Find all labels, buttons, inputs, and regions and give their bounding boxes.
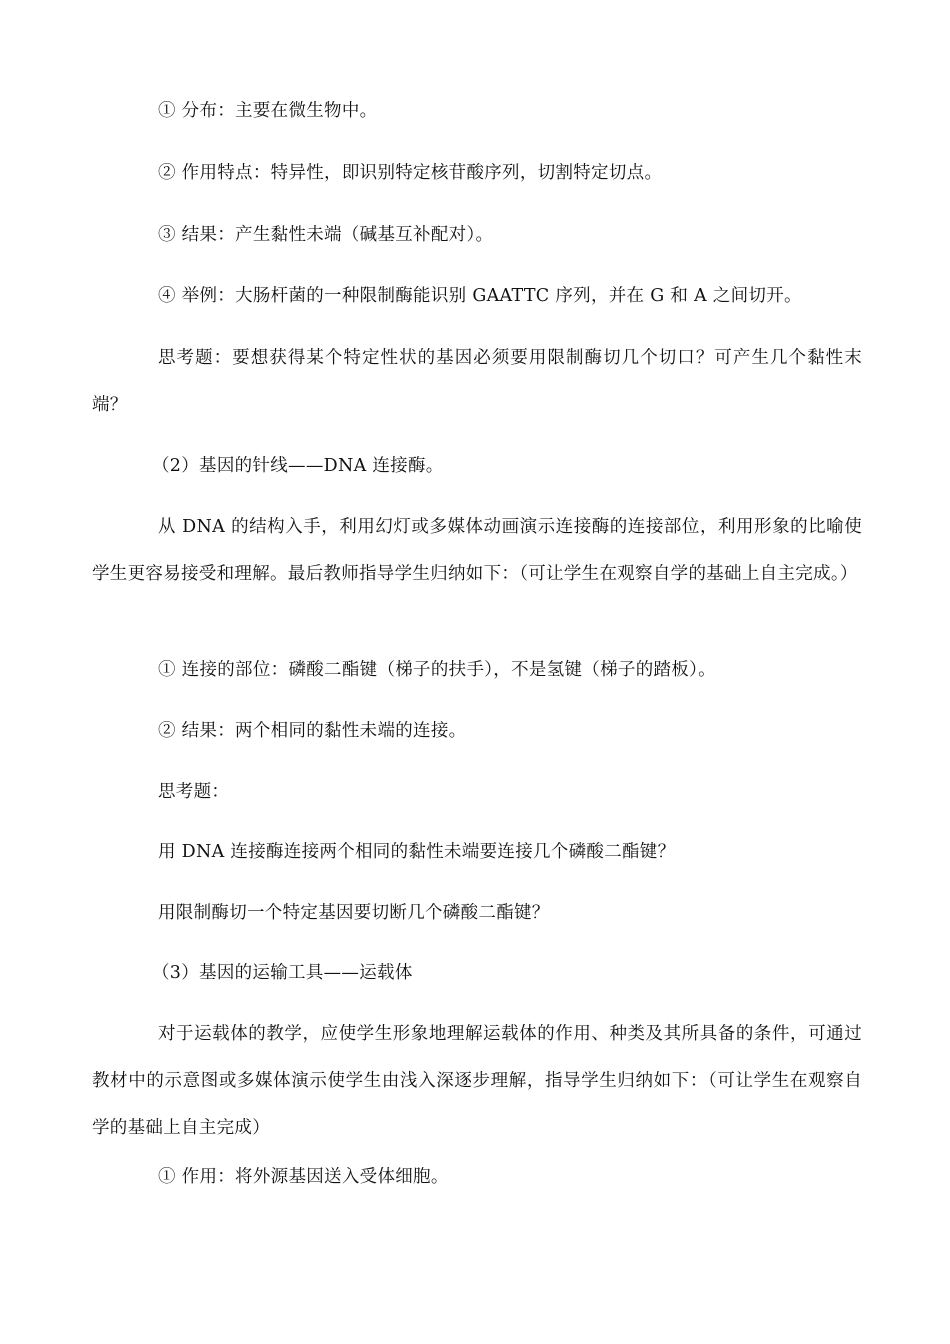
paragraph-ligase-intro: 从 DNA 的结构入手，利用幻灯或多媒体动画演示连接酶的连接部位，利用形象的比喻使学生更容易接受和理解。最后教师指导学生归纳如下：（可让学生在观察自学的基础上自主完成。）: [92, 517, 862, 584]
paragraph-question-3: 用限制酶切一个特定基因要切断几个磷酸二酯键？: [158, 903, 550, 923]
paragraph-example: ④ 举例：大肠杆菌的一种限制酶能识别 GAATTC 序列，并在 G 和 A 之间切开。: [158, 286, 802, 306]
section-heading-vector: （3）基因的运输工具——运载体: [152, 963, 413, 983]
paragraph-question-1: 思考题：要想获得某个特定性状的基因必须要用限制酶切几个切口？可产生几个黏性末端？: [92, 348, 862, 415]
paragraph-ligase-site: ① 连接的部位：磷酸二酯键（梯子的扶手），不是氢键（梯子的踏板）。: [158, 660, 716, 680]
paragraph-result: ③ 结果：产生黏性未端（碱基互补配对）。: [158, 225, 494, 245]
section-heading-ligase: （2）基因的针线——DNA 连接酶。: [152, 456, 444, 476]
paragraph-question-label: 思考题：: [158, 782, 230, 802]
paragraph-ligase-result: ② 结果：两个相同的黏性未端的连接。: [158, 721, 467, 741]
paragraph-distribution: ① 分布：主要在微生物中。: [158, 101, 378, 121]
paragraph-question-2: 用 DNA 连接酶连接两个相同的黏性未端要连接几个磷酸二酯键？: [158, 842, 676, 862]
paragraph-vector-function: ① 作用：将外源基因送入受体细胞。: [158, 1167, 449, 1187]
paragraph-vector-intro: 对于运载体的教学，应使学生形象地理解运载体的作用、种类及其所具备的条件，可通过教材中的示意图或多媒体演示使学生由浅入深逐步理解，指导学生归纳如下：（可让学生在观察自学的基础上自主完成）: [92, 1024, 862, 1138]
paragraph-characteristics: ② 作用特点：特异性，即识别特定核苷酸序列，切割特定切点。: [158, 163, 663, 183]
